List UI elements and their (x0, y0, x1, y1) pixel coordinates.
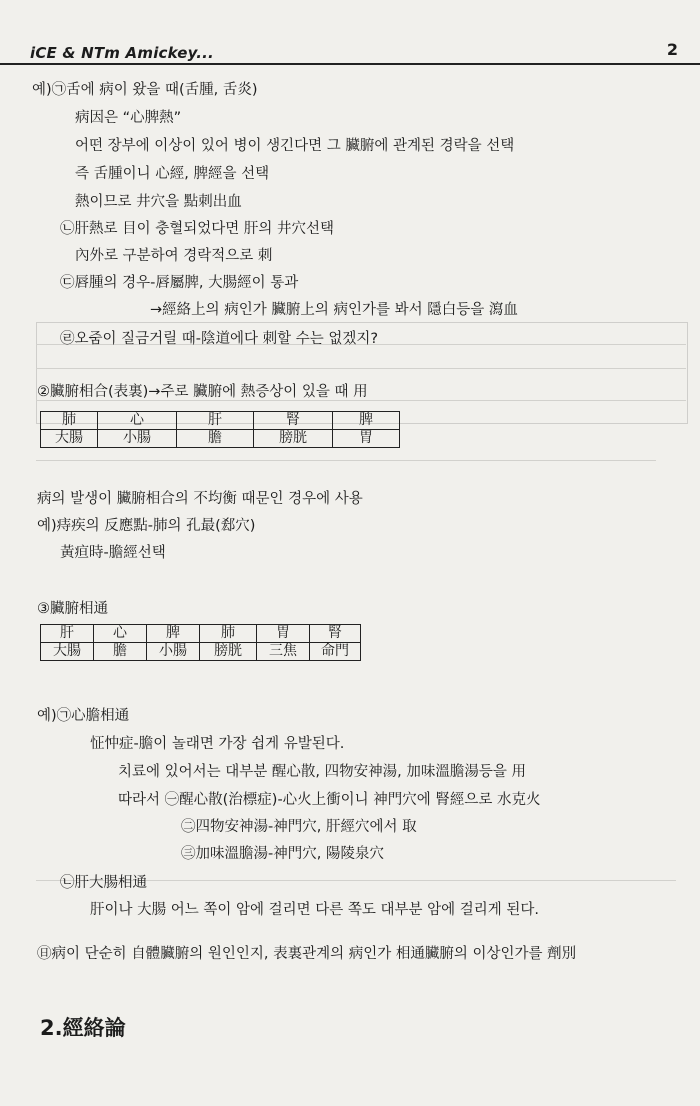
text-line: 熱이므로 井穴을 點刺出血 (75, 194, 242, 210)
table-row (41, 412, 400, 430)
text-line: ㊁四物安神湯-神門穴, 肝經穴에서 取 (181, 819, 417, 835)
text-line: ㉣오줌이 질금거릴 때-陰道에다 刺할 수는 없겠지? (60, 331, 379, 347)
text-line: ㉢唇腫의 경우-唇屬脾, 大腸經이 통과 (60, 275, 299, 291)
table-cell: 膀胱 (254, 430, 333, 448)
table-cell: 膀胱 (200, 643, 257, 661)
table-cell: 心 (94, 625, 147, 643)
text-line: ㊂加味溫膽湯-神門穴, 陽陵泉穴 (181, 846, 384, 862)
table-cell: 心 (98, 412, 177, 430)
text-line: 黃疸時-膽經선택 (60, 545, 166, 561)
table-cell: 胃 (257, 625, 310, 643)
table-cell: 膽 (177, 430, 254, 448)
table-cell: 肝 (177, 412, 254, 430)
text-line: 病의 발생이 臟腑相合의 不均衡 때문인 경우에 사용 (37, 491, 363, 507)
chapter-heading: 2.經絡論 (40, 1016, 126, 1040)
table-cell: 脾 (147, 625, 200, 643)
table-cell: 小腸 (98, 430, 177, 448)
table-cell: 大腸 (41, 643, 94, 661)
text-line: 예)痔疾의 反應點-肺의 孔最(郄穴) (37, 518, 256, 534)
table-cell: 脾 (333, 412, 400, 430)
text-line: 肝이나 大腸 어느 쪽이 암에 걸리면 다른 쪽도 대부분 암에 걸리게 된다. (90, 902, 539, 918)
table-cell: 肺 (200, 625, 257, 643)
zangfu-pair-table (40, 411, 400, 448)
text-line: 즉 舌腫이니 心經, 脾經을 선택 (75, 166, 270, 182)
table-cell: 胃 (333, 430, 400, 448)
page-number: 2 (666, 40, 678, 59)
header-rule (0, 63, 700, 65)
text-line: 예)㉠舌에 病이 왔을 때(舌腫, 舌炎) (32, 82, 258, 98)
table-cell: 大腸 (41, 430, 98, 448)
table-row (41, 643, 361, 661)
table-cell: 肝 (41, 625, 94, 643)
text-line: 病因은 “心脾熱” (75, 110, 182, 126)
table-cell: 三焦 (257, 643, 310, 661)
text-line: ㉡肝熱로 目이 충혈되었다면 肝의 井穴선택 (60, 221, 335, 237)
table-cell: 腎 (310, 625, 361, 643)
text-line: 內外로 구분하여 경락적으로 刺 (75, 248, 273, 264)
zangfu-tong-table (40, 624, 361, 661)
page-header (0, 40, 700, 66)
table-cell: 膽 (94, 643, 147, 661)
table-row (41, 625, 361, 643)
table-cell: 腎 (254, 412, 333, 430)
text-line: →經絡上의 病인가 臟腑上의 病인가를 봐서 隱白등을 瀉血 (150, 302, 518, 318)
running-title: iCE & NTm Amickey... (30, 44, 214, 62)
text-line: 예)㉠心膽相通 (37, 708, 130, 724)
text-line: ㊐病이 단순히 自體臟腑의 원인인지, 表裏관계의 病인가 相通臟腑의 이상인가를 劑別 (37, 946, 577, 962)
table-cell: 肺 (41, 412, 98, 430)
text-line: 따라서 ㊀醒心散(治標症)-心火上衝이니 神門穴에 腎經으로 水克火 (118, 792, 541, 808)
section-heading: ③臟腑相通 (37, 601, 108, 617)
text-line: ㉡肝大腸相通 (60, 875, 147, 891)
text-line: 치료에 있어서는 대부분 醒心散, 四物安神湯, 加味溫膽湯등을 用 (118, 764, 526, 780)
table-cell: 命門 (310, 643, 361, 661)
section-heading: ②臟腑相合(表裏)→주로 臟腑에 熱증상이 있을 때 用 (37, 384, 368, 400)
text-line: 怔忡症-膽이 놀래면 가장 쉽게 유발된다. (90, 736, 345, 752)
table-row (41, 430, 400, 448)
table-cell: 小腸 (147, 643, 200, 661)
text-line: 어떤 장부에 이상이 있어 병이 생긴다면 그 臟腑에 관계된 경락을 선택 (75, 138, 515, 154)
